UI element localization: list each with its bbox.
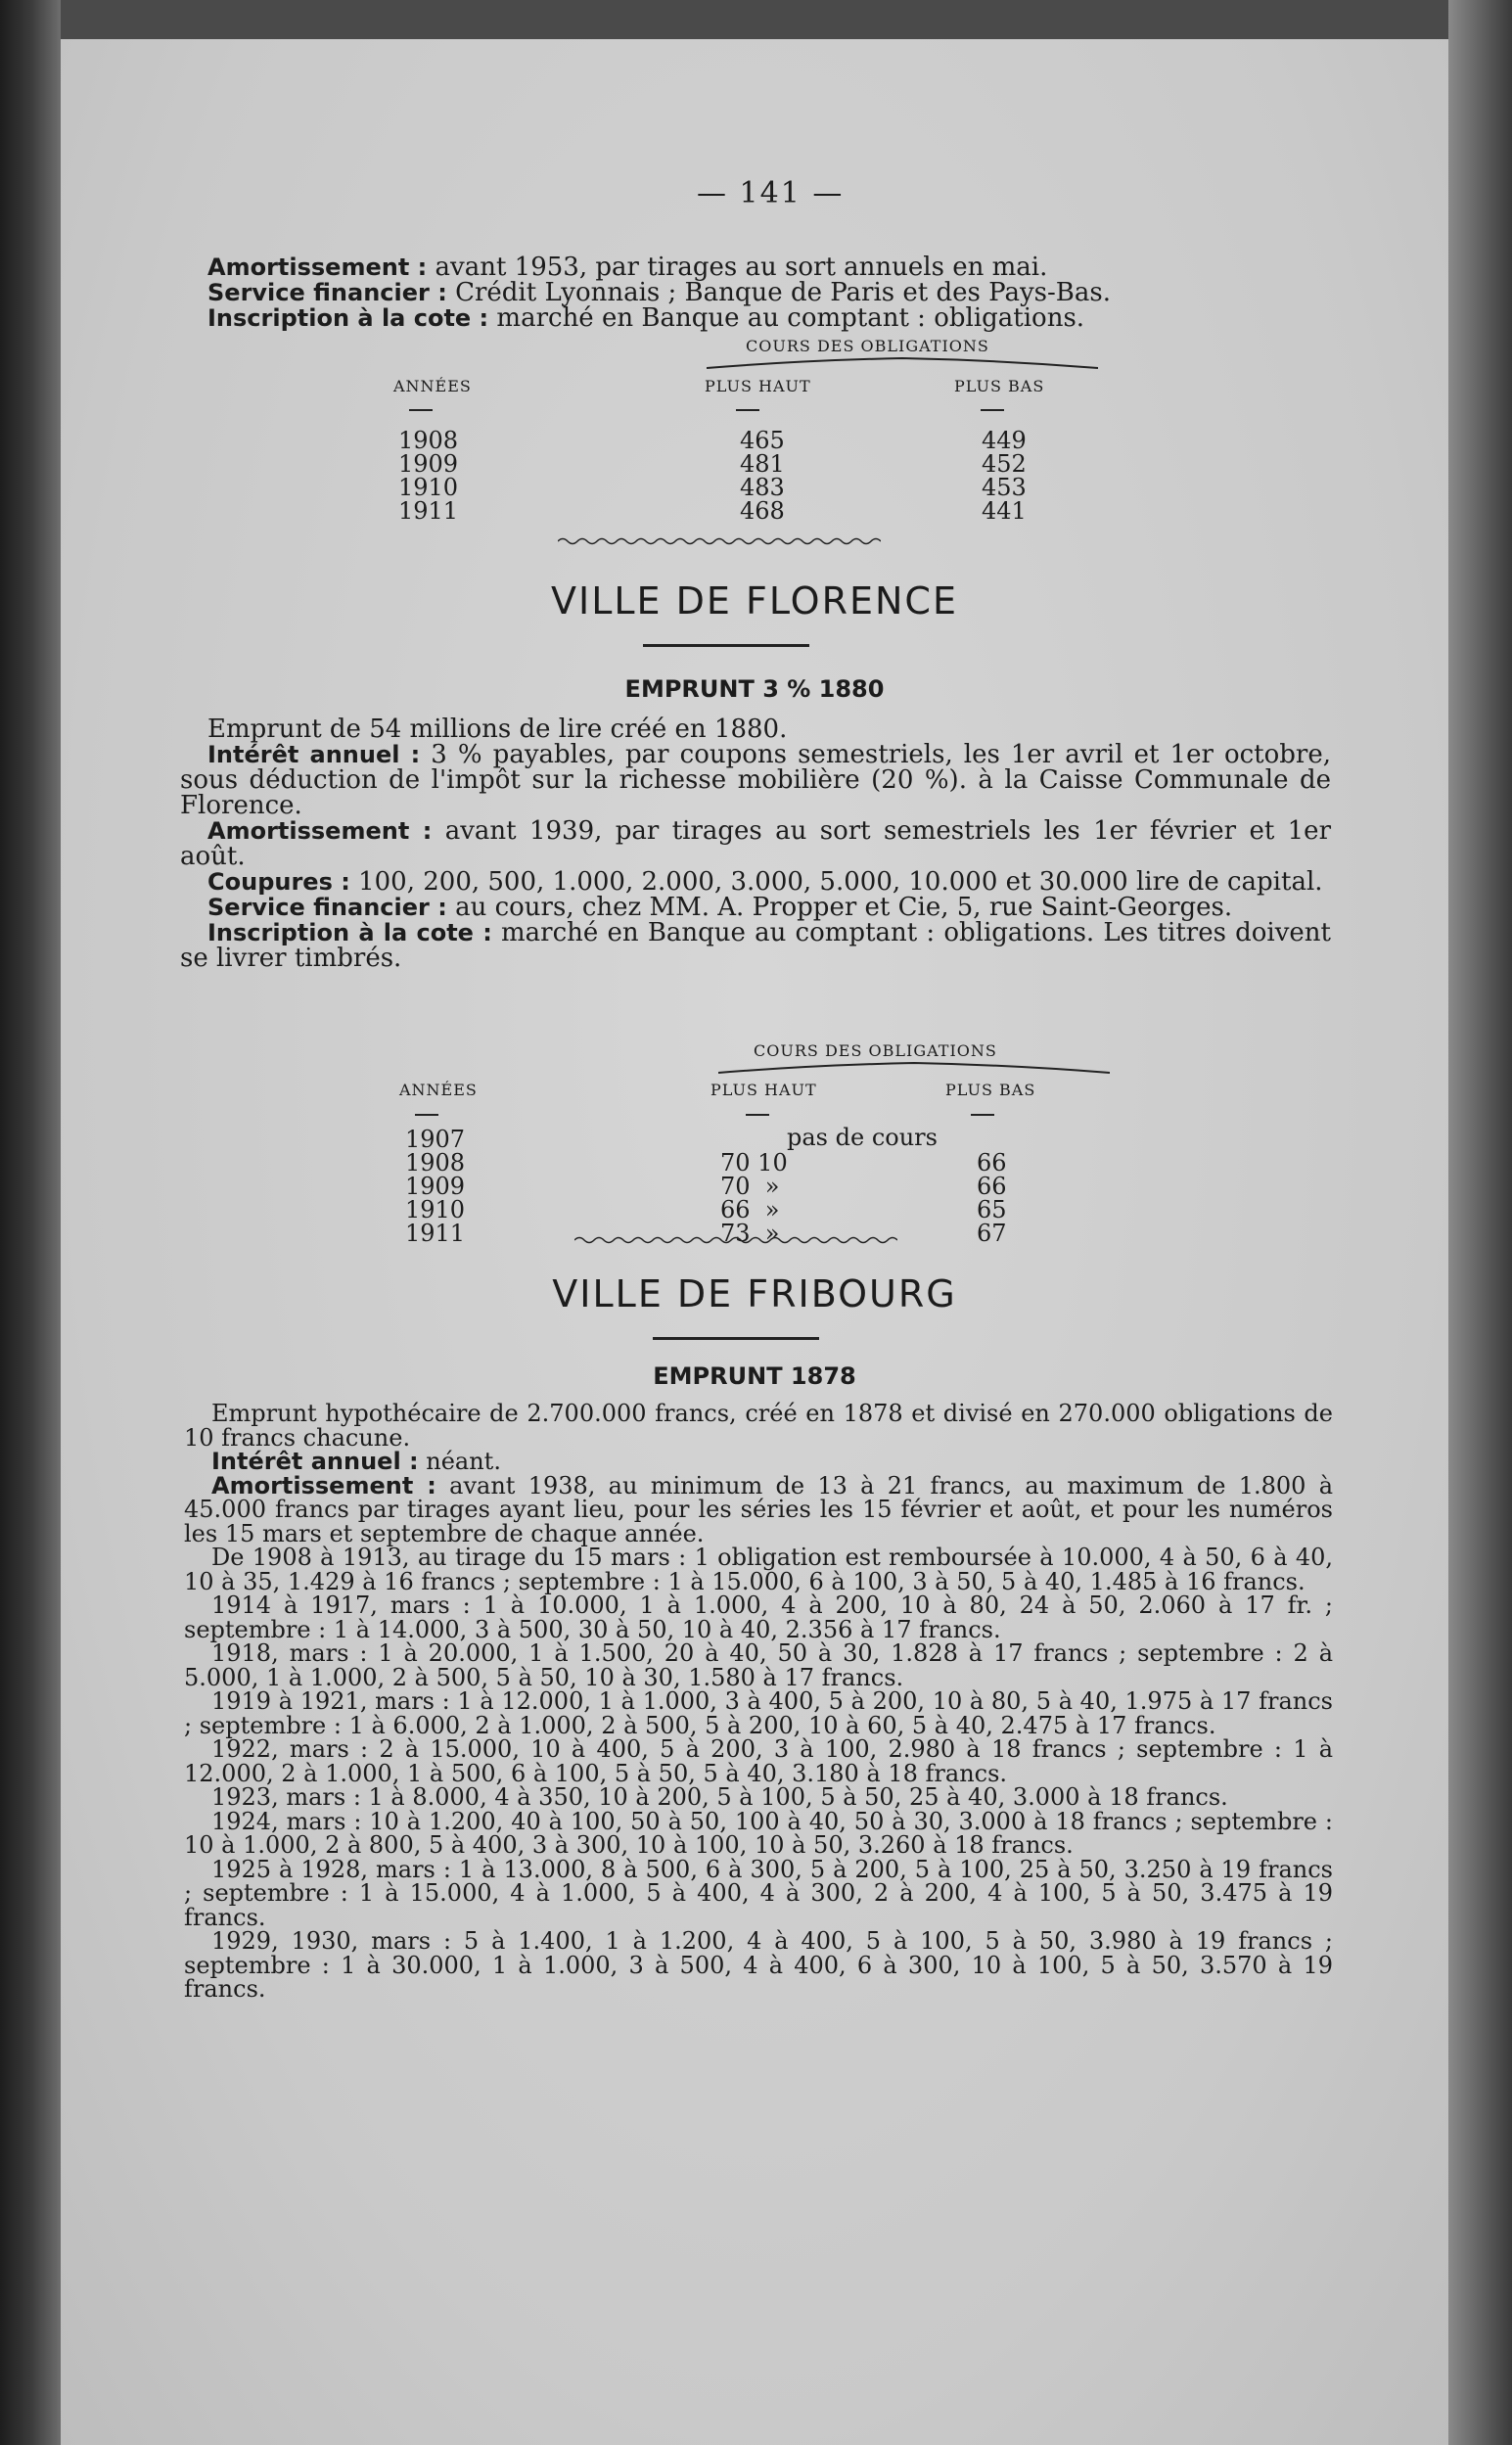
table1-dash <box>736 409 759 411</box>
florence-interet: Intérêt annuel : 3 % payables, par coupons semestriels, les 1er avril et 1er octobre, sous déduction de l'impôt sur la richesse mobilière (20 %). à la Caisse Communale de Florence. <box>180 740 1331 820</box>
fribourg-paragraph: 1925 à 1928, mars : 1 à 13.000, 8 à 500, 6 à 300, 5 à 200, 5 à 100, 25 à 50, 3.250 à 19 francs ; septembre : 1 à 15.000, 4 à 1.000, 5 à 400, 4 à 300, 2 à 200, 4 à 100, 5 à 50, 3.475 à 19 francs. <box>184 1855 1333 1931</box>
florence-service: Service financier : au cours, chez MM. A. Propper et Cie, 5, rue Saint-Georges. <box>207 893 1233 922</box>
wavy-separator <box>558 536 881 546</box>
florence-intro: Emprunt de 54 millions de lire créé en 1880. <box>207 715 788 744</box>
table1-col-years: ANNÉES <box>393 377 472 395</box>
fribourg-paragraph: 1924, mars : 10 à 1.200, 40 à 100, 50 à 50, 100 à 40, 50 à 30, 3.000 à 18 francs ; septembre : 10 à 1.000, 2 à 800, 5 à 400, 3 à 300, 10 à 100, 10 à 50, 3.260 à 18 francs. <box>184 1807 1333 1859</box>
table2-col-high: PLUS HAUT <box>710 1081 817 1099</box>
table2-dash <box>746 1114 769 1116</box>
fribourg-body <box>184 1402 1333 2002</box>
section-title-fribourg: VILLE DE FRIBOURG <box>552 1272 957 1315</box>
fribourg-paragraph: 1914 à 1917, mars : 1 à 10.000, 1 à 1.000, 4 à 200, 10 à 80, 24 à 50, 2.060 à 17 fr. ; septembre : 1 à 14.000, 3 à 500, 30 à 50, 10 à 40, 2.356 à 17 francs. <box>184 1592 1333 1643</box>
table1-low: 452 <box>982 450 1027 478</box>
top-line-inscription: Inscription à la cote : marché en Banque au comptant : obligations. <box>207 303 1085 333</box>
table1-high: 465 <box>740 427 785 454</box>
florence-amortissement: Amortissement : avant 1939, par tirages au sort semestriels les 1er février et 1er août. <box>180 816 1331 871</box>
fribourg-amortissement: Amortissement : avant 1938, au minimum de 13 à 21 francs, au maximum de 1.800 à 45.000 francs par tirages ayant lieu, pour les séries les 15 février et août, et pour les numéros les 15 mars et septembre de chaque année. <box>184 1471 1333 1547</box>
florence-coupures: Coupures : 100, 200, 500, 1.000, 2.000, 3.000, 5.000, 10.000 et 30.000 lire de capital. <box>207 867 1323 897</box>
table1-year: 1909 <box>398 450 459 478</box>
table2-col-low: PLUS BAS <box>945 1081 1036 1099</box>
table2-col-years: ANNÉES <box>399 1081 478 1099</box>
table1-year: 1908 <box>398 427 459 454</box>
fribourg-paragraph: 1922, mars : 2 à 15.000, 10 à 400, 5 à 200, 3 à 100, 2.980 à 18 francs ; septembre : 1 à 12.000, 2 à 1.000, 1 à 500, 6 à 100, 5 à 50, 5 à 40, 3.180 à 18 francs. <box>184 1735 1333 1787</box>
table2-high: pas de cours <box>787 1124 938 1151</box>
fribourg-paragraph: 1929, 1930, mars : 5 à 1.400, 1 à 1.200, 4 à 400, 5 à 100, 5 à 50, 3.980 à 19 francs ; septembre : 1 à 30.000, 1 à 1.000, 3 à 500, 4 à 400, 6 à 300, 10 à 100, 5 à 50, 3.570 à 19 francs. <box>184 1927 1333 2003</box>
table2-group-header: COURS DES OBLIGATIONS <box>754 1041 997 1060</box>
table2-high: 70 10 <box>720 1149 788 1176</box>
table2-year: 1911 <box>405 1220 466 1247</box>
table1-dash <box>409 409 433 411</box>
top-line-service: Service financier : Crédit Lyonnais ; Banque de Paris et des Pays-Bas. <box>207 278 1112 307</box>
table2-year: 1909 <box>405 1173 466 1200</box>
table2-low: 66 <box>977 1149 1007 1176</box>
title-rule <box>643 644 809 647</box>
fribourg-paragraph: 1923, mars : 1 à 8.000, 4 à 350, 10 à 200, 5 à 100, 5 à 50, 25 à 40, 3.000 à 18 francs. <box>211 1783 1228 1811</box>
table1-low: 441 <box>982 497 1027 525</box>
section-subtitle-fribourg: EMPRUNT 1878 <box>653 1362 856 1390</box>
section-title-florence: VILLE DE FLORENCE <box>551 579 958 623</box>
top-block <box>207 254 1186 331</box>
table2-low: 65 <box>977 1196 1007 1223</box>
page-number: — 141 — <box>697 176 845 210</box>
table1-low: 449 <box>982 427 1027 454</box>
top-line-amortissement: Amortissement : avant 1953, par tirages au sort annuels en mai. <box>207 253 1048 282</box>
table1-col-low: PLUS BAS <box>954 377 1045 395</box>
table2-high: 66 » <box>720 1196 780 1223</box>
table2-year: 1907 <box>405 1126 466 1153</box>
fribourg-paragraph: De 1908 à 1913, au tirage du 15 mars : 1 obligation est remboursée à 10.000, 4 à 50, 6 à 40, 10 à 35, 1.429 à 16 francs ; septembre : 1 à 15.000, 6 à 100, 3 à 50, 5 à 40, 1.485 à 16 francs. <box>184 1544 1333 1595</box>
fribourg-paragraph: 1918, mars : 1 à 20.000, 1 à 1.500, 20 à 40, 50 à 30, 1.828 à 17 francs ; septembre : 2 à 5.000, 1 à 1.000, 2 à 500, 5 à 50, 10 à 30, 1.580 à 17 francs. <box>184 1639 1333 1691</box>
table1-high: 483 <box>740 474 785 501</box>
section-subtitle-florence: EMPRUNT 3 % 1880 <box>624 675 885 703</box>
table1-brace <box>707 354 1098 370</box>
florence-inscription: Inscription à la cote : marché en Banque au comptant : obligations. Les titres doivent se livrer timbrés. <box>180 918 1331 973</box>
table1-col-high: PLUS HAUT <box>705 377 811 395</box>
binding-gutter <box>0 0 61 2445</box>
table2-low: 66 <box>977 1173 1007 1200</box>
table2-low: 67 <box>977 1220 1007 1247</box>
page-edge <box>1448 0 1512 2445</box>
wavy-separator <box>574 1235 897 1245</box>
document-page <box>61 39 1448 2445</box>
table1-dash <box>981 409 1004 411</box>
table1-year: 1911 <box>398 497 459 525</box>
table2-high: 70 » <box>720 1173 780 1200</box>
table1-group-header: COURS DES OBLIGATIONS <box>746 337 989 355</box>
table2-dash <box>971 1114 994 1116</box>
table1-high: 481 <box>740 450 785 478</box>
fribourg-intro: Emprunt hypothécaire de 2.700.000 francs, créé en 1878 et divisé en 270.000 obligations de 10 francs chacune. <box>184 1400 1333 1452</box>
table2-brace <box>718 1059 1110 1075</box>
table1-high: 468 <box>740 497 785 525</box>
florence-body <box>180 716 1331 971</box>
fribourg-interet: Intérêt annuel : néant. <box>211 1448 501 1475</box>
table1-year: 1910 <box>398 474 459 501</box>
table2-high: 73 » <box>720 1220 780 1247</box>
table2-year: 1908 <box>405 1149 466 1176</box>
fribourg-paragraph: 1919 à 1921, mars : 1 à 12.000, 1 à 1.000, 3 à 400, 5 à 200, 10 à 80, 5 à 40, 1.975 à 17 francs ; septembre : 1 à 6.000, 2 à 1.000, 2 à 500, 5 à 200, 10 à 60, 5 à 40, 2.475 à 17 francs. <box>184 1687 1333 1739</box>
table2-year: 1910 <box>405 1196 466 1223</box>
title-rule <box>653 1337 819 1340</box>
table2-dash <box>415 1114 438 1116</box>
table1-low: 453 <box>982 474 1027 501</box>
